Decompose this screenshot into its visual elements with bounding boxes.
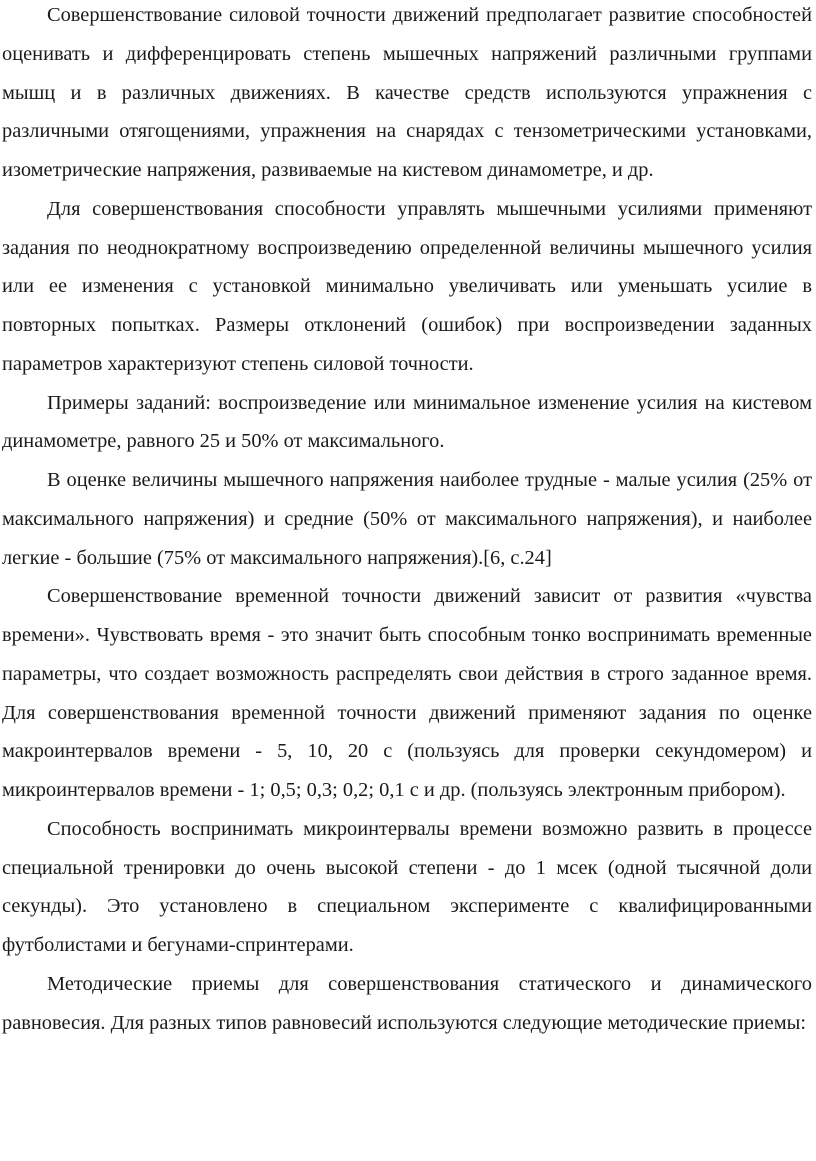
paragraph-task-examples: Примеры заданий: воспроизведение или минимальное изменение усилия на кистевом динамометре, равного 25 и 50% от максимального.: [2, 391, 812, 453]
paragraph-effort-assessment: В оценке величины мышечного напряжения наиболее трудные - малые усилия (25% от максимального напряжения) и средние (50% от максимального напряжения), и наиболее легкие - большие (75% от максимального напряжения).[6, с.24]: [2, 469, 812, 569]
paragraph-strength-precision: Совершенствование силовой точности движений предполагает развитие способностей оценивать и дифференцировать степень мышечных напряжений различными группами мышц и в различных движениях. В качестве средств используются упражнения с различными отягощениями, упражнения на снарядах с тензометрическими установками, изометрические напряжения, развиваемые на кистевом динамометре, и др.: [2, 4, 812, 181]
paragraph-micro-intervals: Способность воспринимать микроинтервалы времени возможно развить в процессе специальной тренировки до очень высокой степени - до 1 мсек (одной тысячной доли секунды). Это установлено в специальном эксперименте с квалифицированными футболистами и бегунами-спринтерами.: [2, 817, 812, 956]
paragraph-muscle-effort-control: Для совершенствования способности управлять мышечными усилиями применяют задания по неоднократному воспроизведению определенной величины мышечного усилия или ее изменения с установкой минимально увеличивать или уменьшать усилие в повторных попытках. Размеры отклонений (ошибок) при воспроизведении заданных параметров характеризуют степень силовой точности.: [2, 197, 812, 375]
paragraph-time-precision: Совершенствование временной точности движений зависит от развития «чувства времени». Чувствовать время - это значит быть способным тонко воспринимать временные параметры, что создает возможность распределять свои действия в строго заданное время. Для совершенствования временной точности движений применяют задания по оценке макроинтервалов времени - 5, 10, 20 с (пользуясь для проверки секундомером) и микроинтервалов времени - 1; 0,5; 0,3; 0,2; 0,1 с и др. (пользуясь электронным прибором).: [2, 585, 812, 801]
paragraph-balance-methods: Методические приемы для совершенствования статического и динамического равновесия. Для разных типов равновесий используются следующие методические приемы:: [2, 972, 812, 1034]
